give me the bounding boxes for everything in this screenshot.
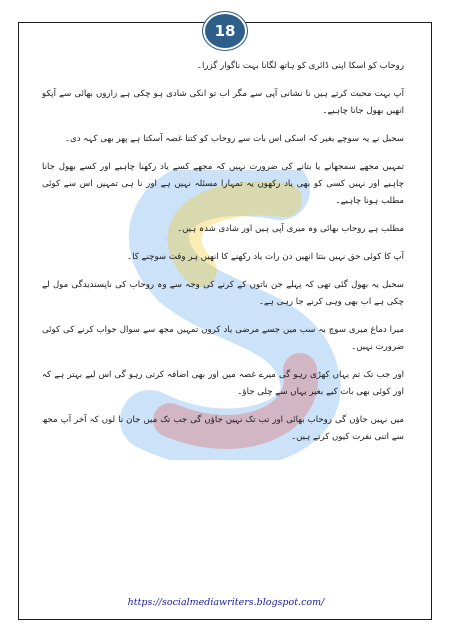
page-number-badge: [203, 12, 247, 50]
paragraph: تمہیں مجھے سمجھانے یا بتانے کی ضرورت نہیں کہ مجھے کسے یاد رکھنا چاہیے اور کسے بھول جانا چاہیے اور نہیں کسی کو بھی یاد رکھوں یہ تمہارا مسئلہ نہیں ہے اور نا ہی تمہیں اس سے کوئی مطلب ہونا چاہیے۔: [42, 162, 404, 206]
paragraph: مطلب ہے روحاب بھائی وہ میری آپی ہیں اور شادی شدہ ہیں۔: [177, 224, 404, 234]
paragraph: میرا دماغ میری سوچ یہ سب میں جسے مرضی یاد کروں تمہیں مجھ سے سوال جواب کرنے کی کوئی ضرورت نہیں۔: [42, 325, 404, 352]
paragraph: سحبل نے یہ سوچے بغیر کہ اسکی اس بات سے روحاب کو کتنا غصہ آسکتا ہے پھر بھی کہہ دی۔: [64, 134, 404, 144]
paragraph: آپ کا کوئی حق نہیں بنتا انھیں دن رات یاد رکھنے کا انھیں ہر وقت سوچنے کا۔: [127, 252, 404, 262]
paragraph: آپ بہت محبت کرتے ہیں نا نشانی آپی سے مگر اب تو انکی شادی ہو چکی ہے زاروں بھائی سے آپکو انھیں بھول جانا چاہیے۔: [42, 89, 404, 116]
paragraph: اور جب تک تم یہاں کھڑی رہو گی میرے غصہ میں اور بھی اضافہ کرتی رہو گی اس لیے بہتر ہے کہ اور کوئی بھی بات کیے بغیر یہاں سے چلی جاؤ۔: [42, 370, 404, 397]
paragraph: سحبل یہ بھول گئی تھی کہ پہلے جن باتوں کے کرنے کی وجہ سے وہ روحاب کی ناپسندیدگی مول لے چکی ہے اب بھی وہی کرنے جا رہی ہے۔: [42, 280, 404, 307]
footer-url-link[interactable]: https://socialmediawriters.blogspot.com/: [127, 597, 325, 608]
paragraph: روحاب کو اسکا اپنی ڈائری کو ہاتھ لگانا بہت ناگوار گزرا۔: [196, 61, 404, 71]
paragraph: میں نہیں جاؤں گی روحاب بھائی اور تب تک نہیں جاؤں گی جب تک میں جان نا لوں کہ آخر آپ مجھ سے اتنی نفرت کیوں کرتے ہیں۔: [42, 415, 404, 442]
article-body: [42, 58, 404, 457]
page-number: 18: [214, 22, 236, 40]
